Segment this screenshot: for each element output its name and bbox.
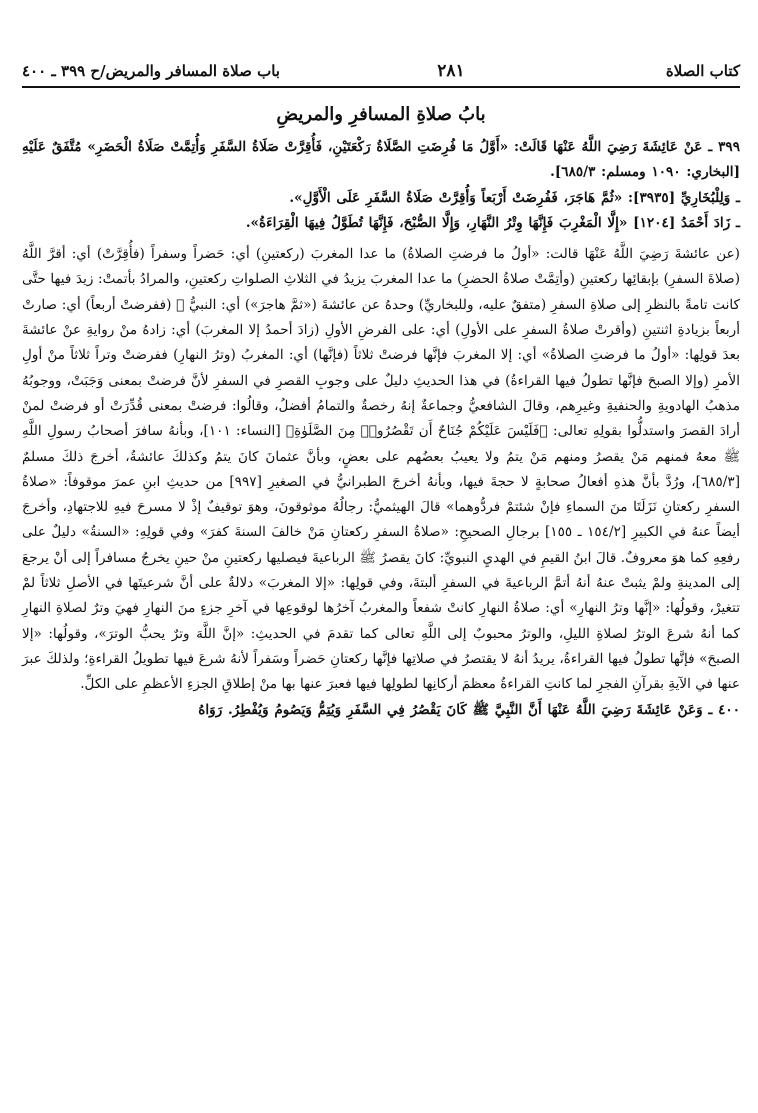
page-number: ٢٨١: [437, 61, 465, 81]
commentary: (عن عائشةَ رَضِيَ اللَّهُ عَنْهَا قالت: «أولُ ما فرضتِ الصلاةُ) ما عدا المغربَ (ركعتينِ) أي: حَضراً وسفراً (فأُقِرَّتْ) أي: أقرَّ اللَّهُ (صلاةَ السفرِ) بإبقائِها ركعتينِ (وأتِمَّتْ صلاةُ الحضرِ) ما عدا المغربَ يزيدُ في الثلاثِ الصلواتِ ركعتينِ، والمرادُ بأتمتْ: زيدَ فيها حتَّى كانت تامةً بالنظرِ إلى صلاةِ السفرِ (متفقٌ عليه، وللبخاريِّ) وحدهُ عن عائشةَ («ثمَّ هاجرَ») أي: النبيُّ ﷺ (ففرضتْ أربعاً) أي: صارتْ أربعاً بزيادةِ اثنتينِ (وأقرتْ صلاةُ السفرِ على الأولِ) أي: على الفرضِ الأولِ (زادَ أحمدُ إلا المغربَ) أي: زادهُ منْ روايةِ عنْ عائشةَ بعدَ قولِها: «أولُ ما فرضتِ الصلاةُ» أي: إلا المغربَ فإنَّها فرضتْ ثلاثاً (فإنَّها) أي: المغربُ (وترُ النهارِ) ففرضتْ وتراً ثلاثاً منْ أولِ الأمرِ (وإلا الصبحَ فإنَّها تطولُ فيها القراءةُ) في هذا الحديثِ دليلٌ على وجوبِ القصرِ في السفرِ لأنَّ فرضتْ بمعنى وَجَبَتْ، ووجوبُهُ مذهبُ الهادويةِ والحنفيةِ وغيرِهم، وقالَ الشافعيُّ وجماعةٌ إنهُ رخصةٌ والتمامُ أفضلُ، وقالُوا: فرضتْ بمعنى قُدِّرَتْ أو فرضتْ لمنْ أرادَ القصرَ واستدلُّوا بقولِهِ تعالى: ﴿فَلَيْسَ عَلَيْكُمْ جُنَاحٌ أَن تَقْصُرُوا۟ مِنَ الصَّلَوٰةِ﴾ [النساء: ١٠١]، وبأنهُ سافرَ أصحابُ رسولِ اللَّهِ ﷺ معهُ فمنهم مَنْ يقصرُ ومنهم مَنْ يتمُ ولا يعيبُ بعضُهم على بعضٍ، وبأنَّ عثمانَ كانَ يتمُ وكذلكَ عائشةُ، أخرجَ ذلكَ مسلمٌ [٦٨٥/٣]، ورُدَّ بأنَّ هذهِ أفعالُ صحابةٍ لا حجةَ فيها، وبأنهُ أخرجَ الطبرانيُّ في الصغيرِ [٩٩٧] من حديثِ ابنِ عمرَ موقوفاً: «صلاةُ السفرِ ركعتانِ نَزَلَتَا منَ السماءِ فإنْ شئتمْ فردُّوهما» قالَ الهيثميُّ: رجالُهُ موثوقونَ، وهوَ توقيفٌ إذْ لا مسرحَ فيهِ للاجتهادِ، وأخرجَ أيضاً عنهُ في الكبيرِ [١٥٤/٢ ـ ١٥٥] برجالِ الصحيحِ: «صلاةُ السفرِ ركعتانِ مَنْ خالفَ السنةَ كفرَ» وفي قولِهِ: «السنةُ» دليلٌ على رفعِهِ كما هوَ معروفٌ. قالَ ابنُ القيمِ في الهديِ النبويِّ: كانَ يقصرُ ﷺ الرباعيةَ فيصليها ركعتينِ منْ حينِ يخرجُ مسافراً إلى أنْ يرجعَ إلى المدينةِ ولمْ يثبتْ عنهُ أنهُ أتمَّ الرباعيةَ في السفرِ ألبتةَ، وفي قولِها: «إلا المغربَ» دلالةٌ على أنَّ شرعيتَها في الأصلِ ثلاثاً لمْ تتغيرْ، وقولُها: «إنَّها وترُ النهارِ» أي: صلاةُ النهارِ كانتْ شفعاً والمغربُ آخرُها لوقوعِها في آخرِ جزءٍ منَ النهارِ فهيَ وترٌ لصلاةِ النهارِ كما أنهُ شرعَ الوترُ لصلاةِ الليلِ، والوترُ محبوبٌ إلى اللَّهِ تعالى كما تقدمَ في الحديثِ: «إنَّ اللَّهَ وترٌ يحبُّ الوترَ»، وقولُها: «إلا الصبحَ» فإنَّها تطولُ فيها القراءةُ، يريدُ أنهُ لا يقتصرُ في صلاتِها فإنَّها ركعتانِ حَضراً وسَفراً لأنهُ شرعَ فيها تطويلُ القراءةِ؛ ولذلكَ عبرَ عنها في الآيةِ بقرآنِ الفجرِ لما كانتِ القراءةُ معظمَ أركانِها لطولِها فيها فعبرَ عنها بها منْ إطلاقِ الجزءِ الأعظمِ على الكلِّ.: [22, 246, 741, 693]
chapter-title: بابُ صلاةِ المسافرِ والمريضِ: [276, 104, 486, 125]
bukhari-addition: ـ وَلِلْبُخَارِيِّ [٣٩٣٥]: «ثُمَّ هَاجَرَ، فَفُرِضَتْ أَرْبَعاً وَأُقِرَّتْ صَلَاةُ السَّفَرِ عَلَى الْأَوَّلِ».: [289, 189, 740, 206]
page-body: [22, 100, 740, 723]
hadith-400: ٤٠٠ ـ وَعَنْ عَائِشَةَ رَضِيَ اللَّهُ عَنْهَا أَنَّ النَّبِيَّ ﷺ كَانَ يَقْصُرُ فِي السَّفَرِ وَيُتِمُّ وَيَصُومُ وَيُفْطِرُ. رَوَاهُ: [198, 701, 740, 718]
hadith-399: ٣٩٩ ـ عَنْ عَائِشَةَ رَضِيَ اللَّهُ عَنْهَا قَالَتْ: «أَوَّلُ مَا فُرِضَتِ الصَّلَاةُ رَكْعَتَيْنِ، فَأُقِرَّتْ صَلَاةُ السَّفَرِ وَأُتِمَّتْ صَلَاةُ الْحَضَرِ» مُتَّفَقٌ عَلَيْهِ [البخاري: ١٠٩٠ ومسلم: ٦٨٥/٣].: [22, 139, 740, 181]
book-title: كتاب الصلاة: [665, 62, 740, 80]
ahmad-addition: ـ زَادَ أَحْمَدُ [١٢٠٤] «إِلَّا الْمَغْرِبَ فَإِنَّهَا وِتْرُ النَّهَارِ، وَإِلَّا الصُّبْحَ، فَإِنَّهَا تُطَوَّلُ فِيهَا الْقِرَاءَةُ».: [245, 214, 740, 231]
page-header: [22, 56, 740, 86]
header-rule: [22, 86, 740, 88]
chapter-reference: باب صلاة المسافر والمريض/ح ٣٩٩ ـ ٤٠٠: [22, 62, 280, 80]
